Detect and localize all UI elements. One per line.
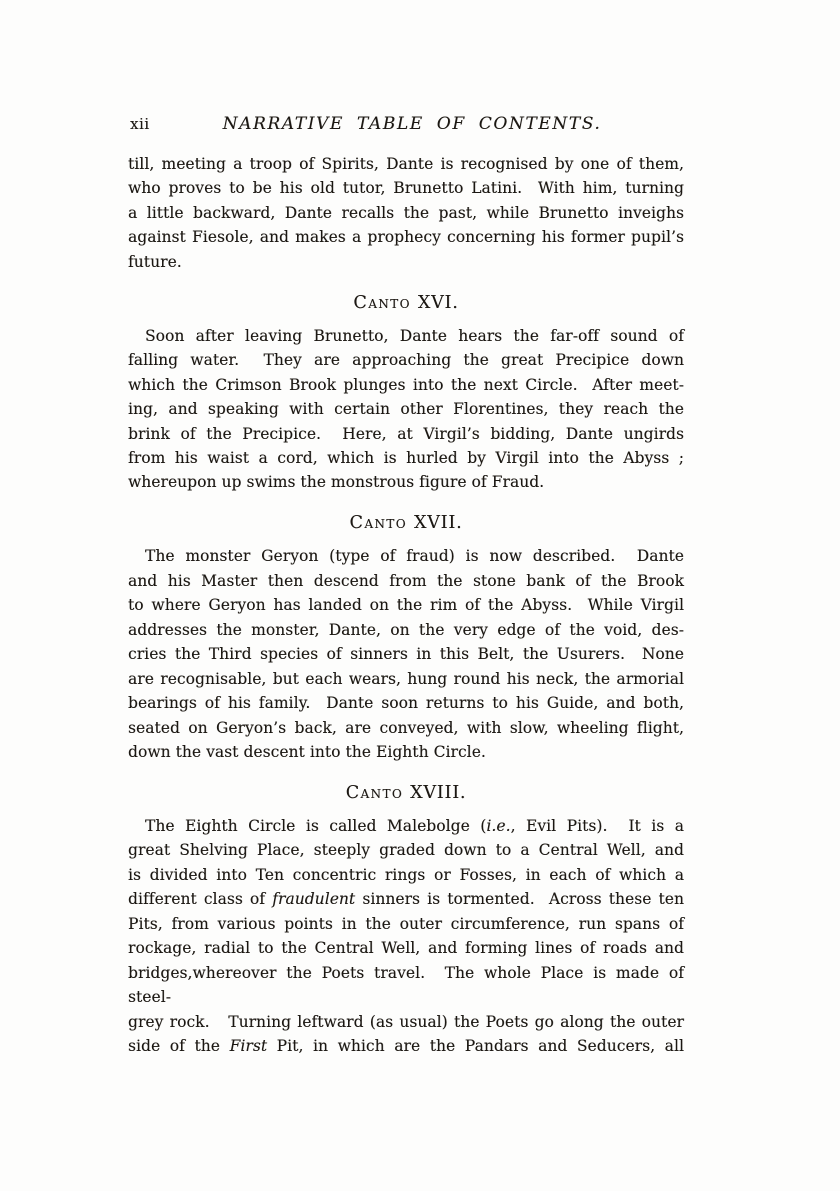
text-line: addresses the monster, Dante, on the very edge of the void, des- — [128, 620, 684, 639]
text-line: against Fiesole, and makes a prophecy concerning his former pupil’s — [128, 228, 684, 247]
canto-numeral: XVI. — [417, 292, 459, 313]
text-line: falling water. They are approaching the great Precipice down — [128, 351, 684, 370]
canto-xvi-heading — [128, 291, 684, 316]
text-line: bridges,whereover the Poets travel. The whole Place is made of steel- — [128, 963, 689, 1007]
text-line: brink of the Precipice. Here, at Virgil’s bidding, Dante ungirds — [128, 424, 684, 443]
text-line: cries the Third species of sinners in this Belt, the Usurers. None — [128, 645, 684, 664]
running-header — [128, 111, 684, 139]
text-line: which the Crimson Brook plunges into the next Circle. After meet- — [128, 375, 684, 394]
text-line: down the vast descent into the Eighth Circle. — [128, 743, 486, 762]
text-line: and his Master then descend from the stone bank of the Brook — [128, 571, 684, 590]
text-line: seated on Geryon’s back, are conveyed, with slow, wheeling flight, — [128, 718, 684, 737]
canto-xvii-heading — [128, 511, 684, 536]
text-line: Soon after leaving Brunetto, Dante hears the far-off sound of — [145, 326, 684, 345]
page-body — [128, 152, 689, 1059]
canto-word: Canto — [353, 292, 411, 313]
text-line: a little backward, Dante recalls the past, while Brunetto inveighs — [128, 203, 684, 222]
text-line: from his waist a cord, which is hurled by Virgil into the Abyss ; — [128, 449, 684, 468]
text-line: different class of fraudulent sinners is tormented. Across these ten — [128, 890, 685, 909]
text-line: rockage, radial to the Central Well, and forming lines of roads and — [128, 939, 684, 958]
text-line: to where Geryon has landed on the rim of the Abyss. While Virgil — [128, 596, 684, 615]
text-line: ing, and speaking with certain other Florentines, they reach the — [128, 400, 684, 419]
text-line: future. — [128, 252, 182, 271]
text-line: great Shelving Place, steeply graded down to a Central Well, and — [128, 841, 684, 860]
canto-word: Canto — [345, 783, 404, 804]
canto-numeral: XVII. — [413, 513, 463, 534]
text-line: The Eighth Circle is called Malebolge (i.e., Evil Pits). It is a — [145, 817, 684, 836]
text-line: till, meeting a troop of Spirits, Dante is recognised by one of them, — [128, 155, 684, 173]
canto-xviii-heading — [128, 781, 684, 806]
text-line: Pits, from various points in the outer circumference, run spans of — [128, 914, 684, 933]
text-line: side of the First Pit, in which are the Pandars and Seducers, all — [128, 1037, 684, 1056]
page-number: xii — [130, 115, 150, 133]
text-line: is divided into Ten concentric rings or Fosses, in each of which a — [128, 865, 684, 884]
canto-xvii-paragraph — [128, 544, 684, 764]
running-title: NARRATIVE TABLE OF CONTENTS. — [222, 114, 602, 134]
text-line: who proves to be his old tutor, Brunetto Latini. With him, turning — [128, 179, 684, 198]
canto-xvi-paragraph — [128, 324, 684, 495]
canto-xviii-paragraph — [128, 814, 689, 1059]
paragraph-continuation — [128, 152, 684, 274]
text-line: grey rock. Turning leftward (as usual) the Poets go along the outer — [128, 1012, 684, 1031]
canto-word: Canto — [349, 513, 407, 534]
text-line: bearings of his family. Dante soon returns to his Guide, and both, — [128, 694, 684, 713]
text-line: The monster Geryon (type of fraud) is now described. Dante — [145, 547, 684, 566]
text-line: are recognisable, but each wears, hung round his neck, the armorial — [128, 669, 684, 688]
canto-numeral: XVIII. — [410, 783, 467, 804]
text-line: whereupon up swims the monstrous figure of Fraud. — [128, 473, 545, 492]
